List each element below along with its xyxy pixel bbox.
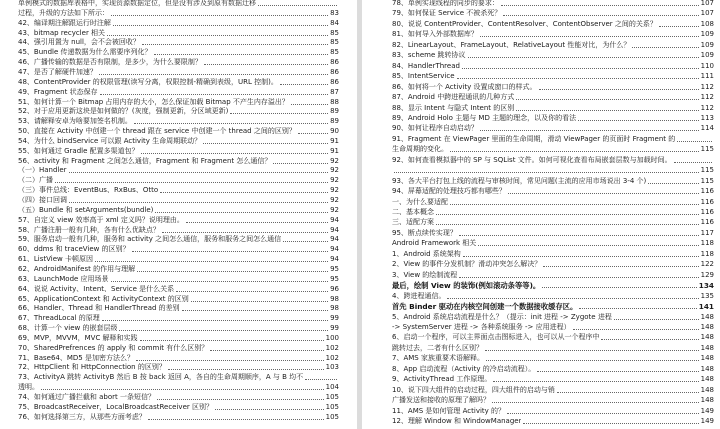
toc-entry-page-number: 89	[330, 117, 339, 126]
toc-entry-title: 54、为什么 bindService 可以跟 Activity 生命周期联动？	[18, 136, 202, 145]
toc-entry-title: （一）Handler	[18, 166, 67, 175]
dot-leader	[485, 342, 699, 351]
toc-entry-page-number: 112	[700, 93, 714, 102]
toc-entry-page-number: 148	[700, 354, 714, 363]
toc-entry-title: 74、如何通过广播拦截和 abort 一条短信？	[18, 393, 155, 401]
toc-entry-title: 55、如何通过 Gradle 配置多渠道包？	[18, 146, 139, 155]
toc-entry-page-number: 92	[330, 205, 339, 214]
dot-leader	[447, 290, 698, 299]
toc-entry-title: 46、广播传输的数据是否有限制，是多少，为什么要限制？	[18, 58, 202, 67]
right-document-page	[362, 0, 720, 429]
toc-entry-page-number: 84	[330, 18, 339, 27]
toc-entry-title: 84、HandlerThread	[392, 61, 460, 70]
toc-entry-title: 68、计算一个 view 的嵌套层级	[18, 324, 118, 333]
toc-entry-page-number: 98	[330, 304, 339, 313]
dot-leader	[160, 184, 328, 193]
dot-leader	[523, 415, 698, 424]
toc-entry-page-number: 141	[698, 302, 714, 312]
toc-entry-title: 48、ContentProvider 的权限管理(读写分离，权限控制-精确到表级，URL 控制)。	[18, 77, 278, 86]
toc-entry-page-number: 94	[330, 255, 339, 264]
toc-entry-page-number: 86	[330, 77, 339, 86]
toc-entry-title: 60、ddms 和 traceView 的区别？	[18, 245, 130, 254]
toc-entry-page-number: 148	[700, 312, 714, 321]
toc-entry-page-number: 148	[700, 364, 714, 373]
dot-leader	[191, 293, 328, 302]
toc-entry-title: （二）广播	[18, 176, 53, 185]
toc-entry-page-number: 109	[700, 51, 714, 60]
toc-entry-title: 95、断点续传实现？	[392, 228, 457, 237]
toc-entry-title: 三、适配方案	[392, 218, 434, 227]
toc-entry-title: 8、App 启动流程（Activity 的冷启动流程）。	[392, 364, 536, 373]
dot-leader	[204, 56, 328, 65]
toc-entry-page-number: 91	[330, 136, 339, 145]
dot-leader	[648, 175, 698, 184]
toc-entry-title: （三）事件总线：EventBus、RxBus、Otto	[18, 186, 159, 195]
toc-entry-title: 生命周期的变化。	[392, 145, 448, 154]
toc-entry-title: 88、显示 Intent 与隐式 Intent 的区别	[392, 103, 515, 112]
toc-entry-title: 58、广播注册一般有几种，各有什么优缺点？	[18, 225, 160, 234]
dot-leader	[492, 394, 699, 403]
toc-entry-page-number: 92	[330, 196, 339, 204]
toc-entry-title: 87、Android 中跨进程通讯的几种方式	[392, 93, 515, 102]
toc-entry-title: 1、Android 系统架构	[392, 249, 461, 258]
toc-entry-title: 51、如何计算一个 Bitmap 占用内存的大小，怎么保证加载 Bitmap 不产生内存溢出？	[18, 97, 289, 106]
dot-leader	[136, 352, 324, 361]
toc-entry-page-number: 86	[330, 67, 339, 76]
dot-leader	[69, 194, 328, 203]
dot-leader	[111, 273, 329, 282]
toc-entry-page-number: 116	[700, 187, 714, 196]
toc-entry-title: 12、理解 Window 和 WindowManager	[392, 417, 522, 425]
dot-leader	[273, 155, 328, 164]
toc-entry-page-number: 102	[325, 353, 339, 362]
toc-entry-page-number: 95	[330, 274, 339, 283]
toc-entry-page-number: 98	[330, 294, 339, 303]
toc-entry-title: 7、AMS 家族重要术语解释。	[392, 354, 484, 363]
toc-entry-title: 57、自定义 view 效率高于 xml 定义吗？说明理由。	[18, 215, 184, 224]
toc-entry-title: Android Framework 相关	[392, 239, 477, 248]
toc-entry-title: 83、scheme 跳转协议	[392, 51, 466, 60]
toc-entry-page-number: 116	[700, 208, 714, 216]
toc-entry-page-number: 99	[330, 324, 339, 333]
toc-entry-title: 4、跨进程通信。	[392, 291, 446, 300]
dot-leader	[632, 39, 698, 48]
toc-entry-title: 广播发送和接收的原理了解吗？	[392, 396, 490, 405]
toc-entry-title: 50、直接在 Activity 中创建一个 thread 跟在 service 中创建一个 thread 之间的区别？	[18, 127, 296, 136]
toc-entry-title: 89、Android Holo 主题与 MD 主题的理念，以及你的看法	[392, 113, 577, 122]
toc-entry-title: 10、说下四大组件的启动过程，四大组件的启动与销	[392, 385, 555, 394]
dot-leader	[141, 145, 328, 154]
dot-leader	[99, 66, 328, 75]
toc-entry-title: 86、如何将一个 Activity 设置成窗口的样式。	[392, 82, 537, 91]
toc-entry-page-number: 85	[330, 28, 339, 37]
dot-leader	[486, 352, 699, 361]
dot-leader	[210, 342, 323, 351]
toc-entry-title: （五）Bundle 和 setArguments(bundle)	[18, 205, 154, 214]
toc-entry-page-number: 115	[700, 176, 714, 185]
dot-leader	[119, 322, 328, 331]
toc-entry-page-number: 118	[700, 249, 714, 258]
toc-entry-page-number: 94	[330, 245, 339, 254]
dot-leader	[601, 331, 698, 340]
dot-leader	[305, 371, 337, 380]
toc-entry-title: 65、ApplicationContext 和 ActivityContext 的区别	[18, 294, 189, 303]
dot-leader	[203, 135, 328, 144]
dot-leader	[478, 237, 698, 246]
toc-entry-title: 过程，升级的方法如下所示：	[18, 8, 109, 17]
toc-entry-title: 78、单例实现线程的同步的要求：	[392, 0, 499, 7]
toc-entry-title: 62、AndroidManifest 的作用与理解	[18, 264, 136, 273]
dot-leader	[480, 122, 699, 131]
toc-entry-page-number: 112	[700, 103, 714, 112]
toc-entry-title: 70、SharedPrefrences 的 apply 和 commit 有什么区别？	[18, 343, 209, 352]
toc-entry-title: -> SystemServer 进程 -> 各种系统服务 -> 应用进程）	[392, 322, 571, 331]
toc-entry-page-number: 92	[330, 186, 339, 195]
toc-entry[interactable]	[392, 415, 714, 428]
toc-entry-page-number: 117	[700, 228, 714, 237]
toc-entry-page-number: 115	[700, 145, 714, 154]
toc-entry-page-number: 95	[330, 264, 339, 273]
dot-leader	[176, 283, 328, 292]
toc-entry-title: 66、Handler、Thread 和 HandlerThread 的差别	[18, 304, 180, 313]
dot-leader	[542, 279, 697, 288]
toc-entry-title: 43、bitmap recycler 相关	[18, 28, 106, 37]
toc-entry-title: 93、各大平台打包上线的流程与审核时间，常见问题(主流的应用市场说出 3-4 个)	[392, 176, 647, 185]
toc-entry-title: 11、AMS 是如何管理 Activity 的？	[392, 406, 506, 415]
dot-leader	[557, 384, 699, 393]
dot-leader	[102, 312, 328, 321]
toc-entry[interactable]	[18, 411, 339, 424]
dot-leader	[100, 86, 329, 95]
dot-leader	[493, 373, 698, 382]
dot-leader	[573, 321, 699, 330]
toc-entry-page-number: 110	[700, 61, 714, 70]
dot-leader	[614, 311, 699, 320]
toc-entry-page-number: 148	[700, 396, 714, 405]
dot-leader	[137, 263, 328, 272]
dot-leader	[111, 7, 328, 16]
toc-entry-page-number: 96	[330, 284, 339, 293]
dot-leader	[157, 391, 324, 400]
toc-entry-page-number: 88	[330, 97, 339, 106]
dot-leader	[468, 49, 699, 58]
toc-entry-title: 跳转过去，二者有什么区别？	[392, 343, 483, 352]
dot-leader	[283, 233, 328, 242]
toc-entry-page-number: 115	[700, 166, 714, 175]
dot-leader	[516, 102, 698, 111]
dot-leader	[258, 0, 337, 6]
dot-leader	[463, 248, 699, 257]
toc-entry-page-number: 100	[325, 333, 339, 342]
toc-entry-page-number: 92	[330, 156, 339, 165]
dot-leader	[457, 70, 699, 79]
toc-entry-page-number: 91	[330, 146, 339, 155]
toc-entry-title: 45、Bundle 传递数据为什么需要序列化？	[18, 48, 152, 57]
toc-entry-page-number: 149	[700, 406, 714, 415]
toc-entry-title: 44、强引用置为 null，会不会被回收？	[18, 38, 140, 47]
toc-entry-title: 75、BroadcastReceiver，LocalBroadcastReceiver 区别？	[18, 402, 213, 411]
toc-entry-title: 71、Base64、MD5 是加密方法么？	[18, 353, 134, 362]
dot-leader	[140, 332, 324, 341]
toc-entry-page-number: 92	[330, 176, 339, 185]
toc-entry-page-number: 90	[330, 127, 339, 136]
dot-leader	[503, 7, 698, 16]
toc-entry-title: 61、ListView 卡顿原因	[18, 255, 93, 264]
dot-leader	[480, 28, 699, 37]
toc-entry-title: 二、基本概念	[392, 208, 434, 216]
dot-leader	[508, 185, 699, 194]
toc-entry-title: 73、ActivityA 跳转 ActivityB 然后 B 按 back 返回 A，各自的生命周期顺序，A 与 B 均不	[18, 373, 304, 382]
toc-entry-title: 一、为什么要适配	[392, 197, 448, 206]
toc-entry-title: 9、ActivityThread 工作原理。	[392, 375, 492, 384]
toc-entry-title: 5、Android 系统启动流程是什么？（提示：init 进程 -> Zygote 进程	[392, 312, 612, 321]
toc-entry-title: 90、如何让程序自动启动？	[392, 124, 478, 133]
dot-leader	[436, 216, 699, 225]
dot-leader	[230, 105, 328, 114]
toc-entry-page-number: 129	[700, 270, 714, 279]
left-document-page	[0, 0, 357, 429]
dot-leader	[41, 381, 324, 390]
toc-entry-title: 首先 Binder 驱动在内核空间创建一个数据接收缓存区。	[392, 302, 578, 312]
dot-leader	[132, 243, 328, 252]
dot-leader	[450, 143, 699, 152]
toc-entry-page-number: 148	[700, 322, 714, 331]
toc-entry-page-number: 113	[700, 113, 714, 122]
dot-leader	[436, 206, 699, 215]
dot-leader	[459, 269, 698, 278]
toc-entry-title: 76、如何选择第三方，从那些方面考虑？	[18, 412, 146, 421]
toc-entry-page-number: 94	[330, 235, 339, 244]
dot-leader	[501, 0, 699, 6]
toc-entry-page-number: 134	[698, 281, 714, 291]
dot-leader	[578, 112, 699, 121]
toc-entry-page-number: 107	[700, 0, 714, 7]
dot-leader	[459, 227, 699, 236]
toc-entry-title: 64、说说 Activity、Intent、Service 是什么关系	[18, 284, 175, 293]
toc-entry-title: 3、View 的绘制流程	[392, 270, 458, 279]
toc-entry-page-number: 116	[700, 218, 714, 227]
toc-entry-page-number: 85	[330, 48, 339, 57]
dot-leader	[55, 174, 328, 183]
dot-leader	[291, 96, 328, 105]
toc-entry-title: 42、编译期注解跟运行时注解	[18, 18, 111, 27]
dot-leader	[186, 214, 328, 223]
toc-entry-title: 92、如何查看模拟器中的 SP 与 SQList 文件。如何可视化查看布局嵌套层数与加载时间。	[392, 155, 672, 164]
toc-entry-page-number: 107	[700, 9, 714, 18]
toc-entry-title: 94、屏幕适配的处理技巧都有哪些？	[392, 187, 506, 196]
dot-leader	[516, 91, 698, 100]
toc-entry-title: 单例模式的数据库表格中，实现资源数据定位，但是没有涉及到原有数据迁移	[18, 0, 256, 7]
toc-entry-title: 67、ThreadLocal 的原理	[18, 314, 100, 323]
dot-leader	[95, 253, 328, 262]
toc-entry-title: 91、Fragment 在 ViewPager 里面的生命周期，滑动 ViewPager 的页面时 Fragment 的	[392, 134, 676, 143]
toc-entry-page-number: 94	[330, 215, 339, 224]
dot-leader	[543, 258, 698, 267]
toc-entry-page-number: 148	[700, 343, 714, 352]
toc-entry-page-number: 149	[700, 417, 714, 425]
toc-entry-title: 2、View 的事件分发机制？滑动冲突怎么解决？	[392, 260, 542, 269]
toc-entry-page-number: 116	[700, 197, 714, 206]
toc-entry-page-number: 135	[700, 291, 714, 300]
dot-leader	[154, 46, 329, 55]
dot-leader	[162, 224, 328, 233]
toc-entry-title: 53、请解释安卓为啥要加签名机制。	[18, 117, 132, 126]
dot-leader	[182, 302, 328, 311]
toc-entry-page-number: 103	[325, 363, 339, 372]
toc-entry-title: 52、对于应用更新这块是如何做的？(灰度，强制更新，分区域更新)	[18, 107, 229, 116]
toc-entry-page-number: 94	[330, 225, 339, 234]
toc-entry-title: 72、HttpClient 和 HttpConnection 的区别？	[18, 363, 166, 372]
dot-leader	[168, 361, 324, 370]
dot-leader	[659, 18, 699, 27]
toc-entry-page-number: 109	[700, 30, 714, 39]
toc-entry-page-number: 104	[325, 383, 339, 392]
dot-leader	[539, 81, 699, 90]
toc-entry-page-number: 92	[330, 166, 339, 175]
dot-leader	[298, 125, 328, 134]
dot-leader	[134, 115, 328, 124]
toc-entry-page-number: 122	[700, 260, 714, 269]
toc-entry-title: 85、IntentService	[392, 72, 455, 81]
dot-leader	[450, 196, 699, 205]
dot-leader	[462, 60, 699, 69]
dot-leader	[537, 363, 698, 372]
toc-entry-page-number: 108	[700, 19, 714, 28]
toc-entry-page-number: 105	[325, 393, 339, 401]
toc-entry-page-number: 118	[700, 239, 714, 248]
toc-entry-title: 透明。	[18, 383, 39, 392]
toc-entry-title: 49、Fragment 状态保存	[18, 87, 98, 96]
toc-entry-page-number: 114	[700, 124, 714, 133]
toc-entry-page-number: 89	[330, 107, 339, 116]
toc-entry-title: 69、MVP，MVVM，MVC 解释和实践	[18, 333, 138, 342]
toc-entry-title: 81、如何导入外部数据库？	[392, 30, 478, 39]
toc-entry-page-number: 109	[700, 40, 714, 49]
toc-entry-page-number: 85	[330, 38, 339, 47]
toc-entry-title: 82、LinearLayout、FrameLayout、RelativeLayout 性能对比，为什么？	[392, 40, 631, 49]
dot-leader	[677, 133, 712, 142]
toc-entry-title: 56、activity 和 Fragment 之间怎么通信，Fragment 和 Fragment 怎么通信？	[18, 156, 272, 165]
dot-leader	[142, 36, 328, 45]
toc-entry-title: 47、是否了解硬件加速？	[18, 67, 97, 76]
toc-entry-page-number: 87	[330, 87, 339, 96]
toc-entry-title: 59、服务启动一般有几种，服务和 activity 之间怎么通信，服务和服务之间怎么通信	[18, 235, 282, 244]
dot-leader	[155, 204, 328, 213]
toc-entry-page-number: 148	[700, 375, 714, 384]
toc-entry-page-number: 102	[325, 343, 339, 352]
dot-leader	[394, 164, 699, 173]
toc-entry-page-number: 148	[700, 333, 714, 342]
toc-entry-title: 79、如何保证 Service 不被杀死？	[392, 9, 502, 18]
dot-leader	[215, 401, 324, 410]
dot-leader	[674, 154, 712, 163]
dot-leader	[507, 405, 699, 414]
dot-leader	[579, 300, 696, 309]
dot-leader	[107, 27, 328, 36]
dot-leader	[280, 76, 328, 85]
toc-entry-title: （四）接口回调	[18, 196, 67, 204]
toc-entry-page-number: 83	[330, 8, 339, 17]
toc-entry-page-number: 105	[325, 402, 339, 411]
dot-leader	[113, 17, 328, 26]
toc-entry-title: 63、LaunchMode 应用场景	[18, 274, 109, 283]
toc-entry-page-number: 105	[325, 412, 339, 421]
toc-entry-page-number: 148	[700, 385, 714, 394]
toc-entry-page-number: 86	[330, 58, 339, 67]
dot-leader	[148, 411, 324, 420]
toc-entry-title: 80、说说 ContentProvider、ContentResolver、ContentObserver 之间的关系？	[392, 19, 657, 28]
dot-leader	[69, 164, 329, 173]
toc-entry-page-number: 112	[700, 82, 714, 91]
toc-entry-page-number: 99	[330, 314, 339, 323]
toc-entry-page-number: 111	[700, 72, 714, 81]
toc-entry-title: 最后，绘制 View 的装饰(例如滚动条等等)。	[392, 281, 541, 291]
toc-entry-title: 6、启动一个程序，可以主界面点击图标进入，也可以从一个程序中	[392, 333, 600, 342]
